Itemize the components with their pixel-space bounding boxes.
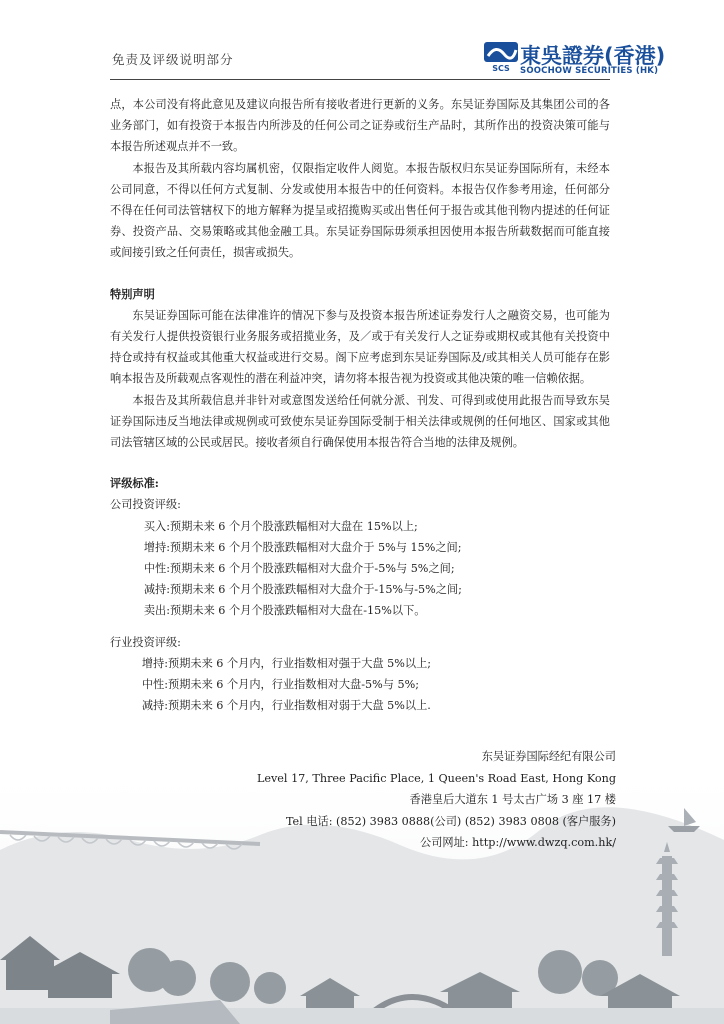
paragraph-continuation: 点，本公司没有将此意见及建议向报告所有接收者进行更新的义务。东吴证券国际及其集团公司的各业务部门，如有投资于本报告内所涉及的任何公司之证券或衍生产品时，其所作出的投资决策可能与本报告所述观点并不一致。 — [110, 98, 610, 154]
rating-label: 减持: — [141, 699, 168, 713]
rating-label: 减持: — [143, 583, 170, 597]
industry-rating-list — [110, 653, 610, 717]
disclaimer-body — [110, 94, 610, 716]
list-item — [110, 653, 610, 674]
rating-label: 增持: — [141, 656, 168, 670]
industry-rating-heading: 行业投资评级: — [110, 635, 181, 649]
company-rating-heading: 公司投资评级: — [110, 498, 181, 512]
paragraph-jurisdiction: 本报告及其所载信息并非针对或意图发送给任何就分派、刊发、可得到或使用此报告而导致东吴证券国际违反当地法律或规例或可致使东吴证券国际受制于相关法律或规例的任何地区、国家或其他司法管辖区域的公民或居民。接收者须自行确保使用本报告符合当地的法律及规例。 — [110, 393, 610, 450]
rating-text: 预期未来 6 个月个股涨跌幅相对大盘介于-5%与 5%之间; — [170, 562, 455, 576]
list-item — [110, 516, 610, 537]
paragraph-confidentiality: 本报告及其所载内容均属机密，仅限指定收件人阅览。本报告版权归东吴证券国际所有，未经本公司同意，不得以任何方式复制、分发或使用本报告中的任何资料。本报告仅作参考用途，任何部分不得在任何司法管辖权下的地方解释为提呈或招揽购买或出售任何于报告或其他刊物内提述的任何证券、投资产品、交易策略或其他金融工具。东吴证券国际毋须承担因使用本报告所载数据而可能直接或间接引致之任何责任，损害或损失。 — [110, 161, 610, 260]
rating-label: 增持: — [143, 540, 170, 554]
list-item — [110, 558, 610, 579]
spacer — [110, 264, 610, 274]
rating-label: 买入: — [143, 519, 170, 533]
address-chinese: 香港皇后大道东 1 号太古广场 3 座 17 楼 — [409, 793, 616, 806]
rating-text: 预期未来 6 个月个股涨跌幅相对大盘在 15%以上; — [170, 519, 418, 533]
list-item — [110, 537, 610, 558]
rating-text: 预期未来 6 个月内，行业指数相对强于大盘 5%以上; — [168, 656, 432, 670]
company-rating-list — [110, 516, 610, 622]
rating-label: 中性: — [141, 678, 168, 692]
soochow-logo-icon — [484, 42, 518, 72]
header-divider — [110, 79, 610, 80]
list-item — [110, 695, 610, 716]
special-statement-heading: 特别声明 — [110, 286, 155, 301]
logo-english-name: SOOCHOW SECURITIES (HK) — [520, 66, 659, 76]
svg-text:SCS: SCS — [492, 64, 510, 72]
list-item — [110, 579, 610, 600]
telephone: Tel 电话: (852) 3983 0888(公司) (852) 3983 0808 (客户服务) — [285, 814, 616, 828]
spacer — [110, 453, 610, 463]
website-link[interactable]: 公司网址: http://www.dwzq.com.hk/ — [420, 836, 616, 849]
company-name: 东吴证券国际经纪有限公司 — [481, 750, 616, 763]
rating-text: 预期未来 6 个月内，行业指数相对大盘-5%与 5%; — [168, 678, 420, 692]
rating-text: 预期未来 6 个月个股涨跌幅相对大盘介于 5%与 15%之间; — [170, 540, 462, 554]
company-contact-block — [257, 746, 616, 854]
address-english: Level 17, Three Pacific Place, 1 Queen's Road East, Hong Kong — [256, 771, 616, 785]
spacer — [110, 622, 610, 632]
paragraph-conflict-of-interest: 东吴证券国际可能在法律准许的情况下参与及投资本报告所述证券发行人之融资交易，也可能为有关发行人提供投资银行业务服务或招揽业务，及／或于有关发行人之证券或期权或其他有关投资中持仓或持有权益或其他重大权益或进行交易。阁下应考虑到东吴证券国际及/或其相关人员可能存在影响本报告及所载观点客观性的潜在利益冲突，请勿将本报告视为投资或其他决策的唯一信赖依据。 — [110, 308, 610, 386]
company-logo — [480, 40, 675, 80]
rating-text: 预期未来 6 个月个股涨跌幅相对大盘介于-15%与-5%之间; — [170, 583, 462, 597]
rating-text: 预期未来 6 个月内，行业指数相对弱于大盘 5%以上. — [168, 699, 431, 713]
section-title: 免责及评级说明部分 — [112, 52, 234, 67]
rating-standard-heading: 评级标准: — [110, 476, 159, 491]
logo-chinese-name: 東吳證券(香港) — [520, 44, 666, 68]
rating-label: 卖出: — [143, 604, 170, 618]
page-header — [0, 0, 724, 80]
list-item — [110, 674, 610, 695]
rating-text: 预期未来 6 个月个股涨跌幅相对大盘在-15%以下。 — [170, 604, 426, 618]
list-item — [110, 600, 610, 621]
rating-label: 中性: — [143, 562, 170, 576]
